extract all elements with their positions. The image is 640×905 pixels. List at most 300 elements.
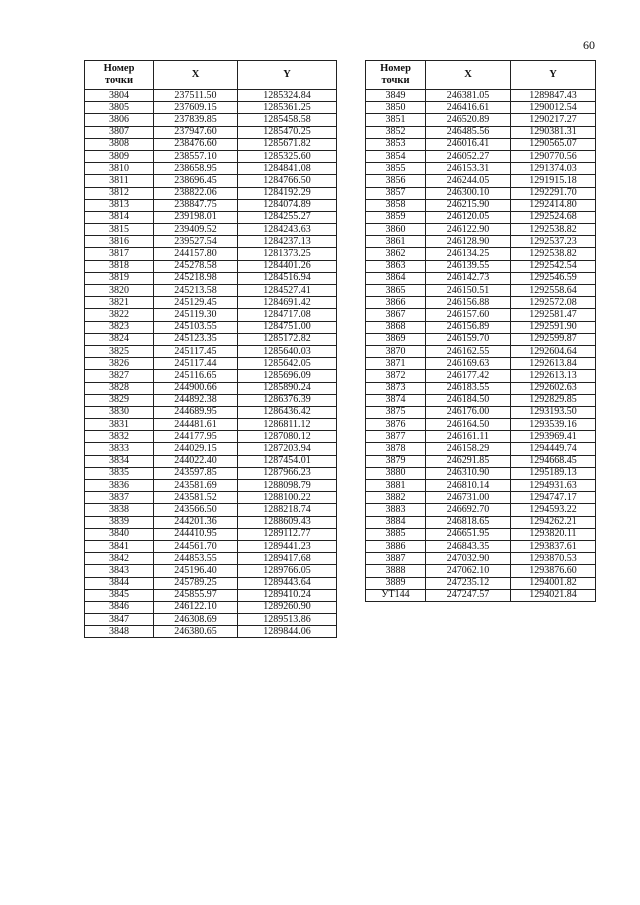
y-coordinate-cell: 1294747.17 xyxy=(511,492,596,504)
table-row xyxy=(85,480,337,492)
point-number-cell: 3872 xyxy=(366,370,426,382)
point-number-cell: 3869 xyxy=(366,333,426,345)
y-coordinate-cell: 1292546.59 xyxy=(511,272,596,284)
y-coordinate-cell: 1288609.43 xyxy=(238,516,337,528)
table-row xyxy=(85,126,337,138)
point-number-cell: 3884 xyxy=(366,516,426,528)
header-x: X xyxy=(426,61,511,90)
x-coordinate-cell: 238847.75 xyxy=(154,199,238,211)
point-number-cell: 3809 xyxy=(85,150,154,162)
y-coordinate-cell: 1292538.82 xyxy=(511,224,596,236)
table-row xyxy=(85,272,337,284)
x-coordinate-cell: 245119.30 xyxy=(154,309,238,321)
x-coordinate-cell: 245213.58 xyxy=(154,285,238,297)
point-number-cell: 3848 xyxy=(85,626,154,638)
x-coordinate-cell: 245196.40 xyxy=(154,565,238,577)
point-number-cell: 3871 xyxy=(366,358,426,370)
table-row xyxy=(85,345,337,357)
point-number-cell: 3865 xyxy=(366,285,426,297)
table-header-row xyxy=(366,61,596,90)
point-number-cell: 3842 xyxy=(85,553,154,565)
table-row xyxy=(85,224,337,236)
y-coordinate-cell: 1289513.86 xyxy=(238,614,337,626)
y-coordinate-cell: 1281373.25 xyxy=(238,248,337,260)
point-number-cell: 3822 xyxy=(85,309,154,321)
point-number-cell: 3811 xyxy=(85,175,154,187)
header-point-number xyxy=(366,61,426,90)
x-coordinate-cell: 246310.90 xyxy=(426,467,511,479)
point-number-cell: 3866 xyxy=(366,297,426,309)
x-coordinate-cell: 246122.90 xyxy=(426,224,511,236)
y-coordinate-cell: 1287454.01 xyxy=(238,455,337,467)
y-coordinate-cell: 1289847.43 xyxy=(511,90,596,102)
x-coordinate-cell: 246651.95 xyxy=(426,528,511,540)
table-row xyxy=(85,577,337,589)
y-coordinate-cell: 1292572.08 xyxy=(511,297,596,309)
table-body-left xyxy=(85,90,337,638)
point-number-cell: 3818 xyxy=(85,260,154,272)
point-number-cell: 3873 xyxy=(366,382,426,394)
table-row xyxy=(85,626,337,638)
y-coordinate-cell: 1290565.07 xyxy=(511,138,596,150)
point-number-cell: 3827 xyxy=(85,370,154,382)
point-number-cell: 3859 xyxy=(366,211,426,223)
x-coordinate-cell: 244689.95 xyxy=(154,406,238,418)
table-row xyxy=(85,358,337,370)
point-number-cell: 3876 xyxy=(366,419,426,431)
point-number-cell: 3836 xyxy=(85,480,154,492)
point-number-cell: 3833 xyxy=(85,443,154,455)
y-coordinate-cell: 1284717.08 xyxy=(238,309,337,321)
point-number-cell: 3806 xyxy=(85,114,154,126)
y-coordinate-cell: 1289410.24 xyxy=(238,589,337,601)
point-number-cell: 3815 xyxy=(85,224,154,236)
point-number-cell: 3831 xyxy=(85,419,154,431)
x-coordinate-cell: 246380.65 xyxy=(154,626,238,638)
x-coordinate-cell: 246156.88 xyxy=(426,297,511,309)
table-row xyxy=(366,492,596,504)
point-number-cell: 3823 xyxy=(85,321,154,333)
point-number-cell: 3826 xyxy=(85,358,154,370)
y-coordinate-cell: 1285890.24 xyxy=(238,382,337,394)
point-number-cell: 3832 xyxy=(85,431,154,443)
point-number-cell: 3834 xyxy=(85,455,154,467)
x-coordinate-cell: 246244.05 xyxy=(426,175,511,187)
table-row xyxy=(85,211,337,223)
point-number-cell: 3812 xyxy=(85,187,154,199)
x-coordinate-cell: 246215.90 xyxy=(426,199,511,211)
header-point-line1: Номер xyxy=(380,63,411,74)
x-coordinate-cell: 245789.25 xyxy=(154,577,238,589)
point-number-cell: 3864 xyxy=(366,272,426,284)
y-coordinate-cell: 1289260.90 xyxy=(238,601,337,613)
point-number-cell: 3850 xyxy=(366,102,426,114)
x-coordinate-cell: 246169.63 xyxy=(426,358,511,370)
x-coordinate-cell: 246161.11 xyxy=(426,431,511,443)
point-number-cell: 3868 xyxy=(366,321,426,333)
point-number-cell: 3858 xyxy=(366,199,426,211)
x-coordinate-cell: 237839.85 xyxy=(154,114,238,126)
table-row xyxy=(85,236,337,248)
point-number-cell: 3875 xyxy=(366,406,426,418)
x-coordinate-cell: 244892.38 xyxy=(154,394,238,406)
point-number-cell: УТ144 xyxy=(366,589,426,601)
page-number: 60 xyxy=(583,38,595,52)
table-row xyxy=(366,126,596,138)
table-row xyxy=(366,528,596,540)
table-row xyxy=(85,467,337,479)
x-coordinate-cell: 246016.41 xyxy=(426,138,511,150)
point-number-cell: 3824 xyxy=(85,333,154,345)
y-coordinate-cell: 1290770.56 xyxy=(511,150,596,162)
table-row xyxy=(85,187,337,199)
y-coordinate-cell: 1293837.61 xyxy=(511,540,596,552)
x-coordinate-cell: 246156.89 xyxy=(426,321,511,333)
point-number-cell: 3883 xyxy=(366,504,426,516)
x-coordinate-cell: 246416.61 xyxy=(426,102,511,114)
point-number-cell: 3819 xyxy=(85,272,154,284)
y-coordinate-cell: 1287966.23 xyxy=(238,467,337,479)
point-number-cell: 3867 xyxy=(366,309,426,321)
table-row xyxy=(366,345,596,357)
table-row xyxy=(366,260,596,272)
table-row xyxy=(85,150,337,162)
table-row xyxy=(366,309,596,321)
x-coordinate-cell: 246183.55 xyxy=(426,382,511,394)
x-coordinate-cell: 244481.61 xyxy=(154,419,238,431)
x-coordinate-cell: 237511.50 xyxy=(154,90,238,102)
point-number-cell: 3878 xyxy=(366,443,426,455)
point-number-cell: 3808 xyxy=(85,138,154,150)
table-row xyxy=(85,504,337,516)
point-number-cell: 3847 xyxy=(85,614,154,626)
x-coordinate-cell: 239198.01 xyxy=(154,211,238,223)
y-coordinate-cell: 1292829.85 xyxy=(511,394,596,406)
y-coordinate-cell: 1293193.50 xyxy=(511,406,596,418)
x-coordinate-cell: 246134.25 xyxy=(426,248,511,260)
point-number-cell: 3821 xyxy=(85,297,154,309)
table-row xyxy=(366,504,596,516)
x-coordinate-cell: 246164.50 xyxy=(426,419,511,431)
point-number-cell: 3881 xyxy=(366,480,426,492)
table-row xyxy=(366,394,596,406)
y-coordinate-cell: 1292613.84 xyxy=(511,358,596,370)
point-number-cell: 3825 xyxy=(85,345,154,357)
table-row xyxy=(366,589,596,601)
y-coordinate-cell: 1285671.82 xyxy=(238,138,337,150)
point-number-cell: 3841 xyxy=(85,540,154,552)
point-number-cell: 3889 xyxy=(366,577,426,589)
point-number-cell: 3816 xyxy=(85,236,154,248)
y-coordinate-cell: 1286811.12 xyxy=(238,419,337,431)
point-number-cell: 3874 xyxy=(366,394,426,406)
x-coordinate-cell: 247062.10 xyxy=(426,565,511,577)
table-row xyxy=(366,540,596,552)
x-coordinate-cell: 245218.98 xyxy=(154,272,238,284)
x-coordinate-cell: 243581.52 xyxy=(154,492,238,504)
y-coordinate-cell: 1290381.31 xyxy=(511,126,596,138)
point-number-cell: 3863 xyxy=(366,260,426,272)
point-number-cell: 3828 xyxy=(85,382,154,394)
y-coordinate-cell: 1284516.94 xyxy=(238,272,337,284)
table-header-row xyxy=(85,61,337,90)
point-number-cell: 3820 xyxy=(85,285,154,297)
table-row xyxy=(366,577,596,589)
table-row xyxy=(366,102,596,114)
y-coordinate-cell: 1285458.58 xyxy=(238,114,337,126)
point-number-cell: 3887 xyxy=(366,553,426,565)
x-coordinate-cell: 245116.65 xyxy=(154,370,238,382)
table-row xyxy=(366,199,596,211)
y-coordinate-cell: 1294021.84 xyxy=(511,589,596,601)
point-number-cell: 3870 xyxy=(366,345,426,357)
x-coordinate-cell: 243581.69 xyxy=(154,480,238,492)
table-row xyxy=(85,199,337,211)
x-coordinate-cell: 245129.45 xyxy=(154,297,238,309)
table-row xyxy=(366,480,596,492)
x-coordinate-cell: 246139.55 xyxy=(426,260,511,272)
table-row xyxy=(366,358,596,370)
x-coordinate-cell: 246843.35 xyxy=(426,540,511,552)
x-coordinate-cell: 237609.15 xyxy=(154,102,238,114)
table-row xyxy=(85,102,337,114)
y-coordinate-cell: 1292558.64 xyxy=(511,285,596,297)
table-row xyxy=(366,382,596,394)
table-row xyxy=(366,321,596,333)
x-coordinate-cell: 244157.80 xyxy=(154,248,238,260)
x-coordinate-cell: 246818.65 xyxy=(426,516,511,528)
y-coordinate-cell: 1284192.29 xyxy=(238,187,337,199)
table-row xyxy=(366,467,596,479)
table-row xyxy=(85,333,337,345)
x-coordinate-cell: 245123.35 xyxy=(154,333,238,345)
y-coordinate-cell: 1290217.27 xyxy=(511,114,596,126)
y-coordinate-cell: 1284766.50 xyxy=(238,175,337,187)
point-number-cell: 3845 xyxy=(85,589,154,601)
y-coordinate-cell: 1294449.74 xyxy=(511,443,596,455)
point-number-cell: 3838 xyxy=(85,504,154,516)
point-number-cell: 3880 xyxy=(366,467,426,479)
header-point-line1: Номер xyxy=(103,63,135,74)
x-coordinate-cell: 246485.56 xyxy=(426,126,511,138)
x-coordinate-cell: 246159.70 xyxy=(426,333,511,345)
point-number-cell: 3851 xyxy=(366,114,426,126)
y-coordinate-cell: 1294593.22 xyxy=(511,504,596,516)
y-coordinate-cell: 1293969.41 xyxy=(511,431,596,443)
point-number-cell: 3861 xyxy=(366,236,426,248)
x-coordinate-cell: 246810.14 xyxy=(426,480,511,492)
table-row xyxy=(366,285,596,297)
x-coordinate-cell: 245103.55 xyxy=(154,321,238,333)
y-coordinate-cell: 1291915.18 xyxy=(511,175,596,187)
table-row xyxy=(366,565,596,577)
point-number-cell: 3805 xyxy=(85,102,154,114)
y-coordinate-cell: 1284751.00 xyxy=(238,321,337,333)
y-coordinate-cell: 1293870.53 xyxy=(511,553,596,565)
point-number-cell: 3829 xyxy=(85,394,154,406)
y-coordinate-cell: 1285325.60 xyxy=(238,150,337,162)
point-number-cell: 3857 xyxy=(366,187,426,199)
y-coordinate-cell: 1284255.27 xyxy=(238,211,337,223)
table-row xyxy=(366,114,596,126)
point-number-cell: 3835 xyxy=(85,467,154,479)
y-coordinate-cell: 1291374.03 xyxy=(511,163,596,175)
table-row xyxy=(366,163,596,175)
x-coordinate-cell: 246142.73 xyxy=(426,272,511,284)
table-row xyxy=(85,431,337,443)
x-coordinate-cell: 246692.70 xyxy=(426,504,511,516)
x-coordinate-cell: 246176.00 xyxy=(426,406,511,418)
y-coordinate-cell: 1292524.68 xyxy=(511,211,596,223)
table-row xyxy=(85,163,337,175)
table-body-right xyxy=(366,90,596,602)
point-number-cell: 3856 xyxy=(366,175,426,187)
y-coordinate-cell: 1289443.64 xyxy=(238,577,337,589)
table-row xyxy=(366,443,596,455)
table-row xyxy=(85,114,337,126)
y-coordinate-cell: 1289844.06 xyxy=(238,626,337,638)
x-coordinate-cell: 245117.44 xyxy=(154,358,238,370)
point-number-cell: 3839 xyxy=(85,516,154,528)
table-row xyxy=(366,406,596,418)
y-coordinate-cell: 1290012.54 xyxy=(511,102,596,114)
point-number-cell: 3885 xyxy=(366,528,426,540)
point-number-cell: 3814 xyxy=(85,211,154,223)
y-coordinate-cell: 1288100.22 xyxy=(238,492,337,504)
y-coordinate-cell: 1285642.05 xyxy=(238,358,337,370)
y-coordinate-cell: 1292581.47 xyxy=(511,309,596,321)
y-coordinate-cell: 1284074.89 xyxy=(238,199,337,211)
table-row xyxy=(85,589,337,601)
table-row xyxy=(85,90,337,102)
table-row xyxy=(366,297,596,309)
header-point-number xyxy=(85,61,154,90)
table-row xyxy=(85,565,337,577)
table-row xyxy=(366,224,596,236)
table-row xyxy=(85,370,337,382)
x-coordinate-cell: 238696.45 xyxy=(154,175,238,187)
point-number-cell: 3852 xyxy=(366,126,426,138)
y-coordinate-cell: 1287203.94 xyxy=(238,443,337,455)
header-x: X xyxy=(154,61,238,90)
x-coordinate-cell: 246520.89 xyxy=(426,114,511,126)
point-number-cell: 3810 xyxy=(85,163,154,175)
x-coordinate-cell: 239409.52 xyxy=(154,224,238,236)
x-coordinate-cell: 244177.95 xyxy=(154,431,238,443)
point-number-cell: 3877 xyxy=(366,431,426,443)
x-coordinate-cell: 246122.10 xyxy=(154,601,238,613)
y-coordinate-cell: 1289441.23 xyxy=(238,540,337,552)
point-number-cell: 3830 xyxy=(85,406,154,418)
table-row xyxy=(85,406,337,418)
x-coordinate-cell: 246150.51 xyxy=(426,285,511,297)
x-coordinate-cell: 246120.05 xyxy=(426,211,511,223)
table-row xyxy=(366,187,596,199)
y-coordinate-cell: 1284691.42 xyxy=(238,297,337,309)
y-coordinate-cell: 1284237.13 xyxy=(238,236,337,248)
x-coordinate-cell: 244853.55 xyxy=(154,553,238,565)
x-coordinate-cell: 247235.12 xyxy=(426,577,511,589)
header-point-line2: точки xyxy=(104,75,134,86)
y-coordinate-cell: 1288098.79 xyxy=(238,480,337,492)
y-coordinate-cell: 1292414.80 xyxy=(511,199,596,211)
y-coordinate-cell: 1285640.03 xyxy=(238,345,337,357)
x-coordinate-cell: 246184.50 xyxy=(426,394,511,406)
x-coordinate-cell: 246291.85 xyxy=(426,455,511,467)
x-coordinate-cell: 244201.36 xyxy=(154,516,238,528)
table-row xyxy=(366,175,596,187)
point-number-cell: 3862 xyxy=(366,248,426,260)
y-coordinate-cell: 1289417.68 xyxy=(238,553,337,565)
y-coordinate-cell: 1292602.63 xyxy=(511,382,596,394)
x-coordinate-cell: 244410.95 xyxy=(154,528,238,540)
table-row xyxy=(366,370,596,382)
table-row xyxy=(85,297,337,309)
table-row xyxy=(366,211,596,223)
y-coordinate-cell: 1285361.25 xyxy=(238,102,337,114)
table-row xyxy=(366,90,596,102)
y-coordinate-cell: 1293820.11 xyxy=(511,528,596,540)
table-row xyxy=(85,601,337,613)
x-coordinate-cell: 246153.31 xyxy=(426,163,511,175)
point-number-cell: 3813 xyxy=(85,199,154,211)
x-coordinate-cell: 245855.97 xyxy=(154,589,238,601)
x-coordinate-cell: 243566.50 xyxy=(154,504,238,516)
y-coordinate-cell: 1289112.77 xyxy=(238,528,337,540)
y-coordinate-cell: 1293539.16 xyxy=(511,419,596,431)
table-row xyxy=(85,492,337,504)
table-row xyxy=(85,553,337,565)
y-coordinate-cell: 1284401.26 xyxy=(238,260,337,272)
point-number-cell: 3854 xyxy=(366,150,426,162)
table-row xyxy=(85,443,337,455)
table-row xyxy=(85,175,337,187)
table-row xyxy=(85,394,337,406)
header-y: Y xyxy=(238,61,337,90)
table-row xyxy=(85,455,337,467)
y-coordinate-cell: 1284527.41 xyxy=(238,285,337,297)
y-coordinate-cell: 1284841.08 xyxy=(238,163,337,175)
header-point-line2: точки xyxy=(381,75,410,86)
y-coordinate-cell: 1292538.82 xyxy=(511,248,596,260)
x-coordinate-cell: 238557.10 xyxy=(154,150,238,162)
table-row xyxy=(366,150,596,162)
point-number-cell: 3879 xyxy=(366,455,426,467)
x-coordinate-cell: 246128.90 xyxy=(426,236,511,248)
x-coordinate-cell: 239527.54 xyxy=(154,236,238,248)
y-coordinate-cell: 1285696.09 xyxy=(238,370,337,382)
x-coordinate-cell: 244029.15 xyxy=(154,443,238,455)
y-coordinate-cell: 1288218.74 xyxy=(238,504,337,516)
x-coordinate-cell: 245117.45 xyxy=(154,345,238,357)
table-row xyxy=(85,138,337,150)
x-coordinate-cell: 246158.29 xyxy=(426,443,511,455)
x-coordinate-cell: 244022.40 xyxy=(154,455,238,467)
x-coordinate-cell: 246157.60 xyxy=(426,309,511,321)
x-coordinate-cell: 246381.05 xyxy=(426,90,511,102)
header-y: Y xyxy=(511,61,596,90)
point-number-cell: 3846 xyxy=(85,601,154,613)
y-coordinate-cell: 1286376.39 xyxy=(238,394,337,406)
y-coordinate-cell: 1285470.25 xyxy=(238,126,337,138)
table-row xyxy=(85,321,337,333)
table-row xyxy=(366,516,596,528)
table-row xyxy=(366,553,596,565)
y-coordinate-cell: 1292599.87 xyxy=(511,333,596,345)
point-number-cell: 3882 xyxy=(366,492,426,504)
x-coordinate-cell: 246300.10 xyxy=(426,187,511,199)
table-row xyxy=(85,528,337,540)
